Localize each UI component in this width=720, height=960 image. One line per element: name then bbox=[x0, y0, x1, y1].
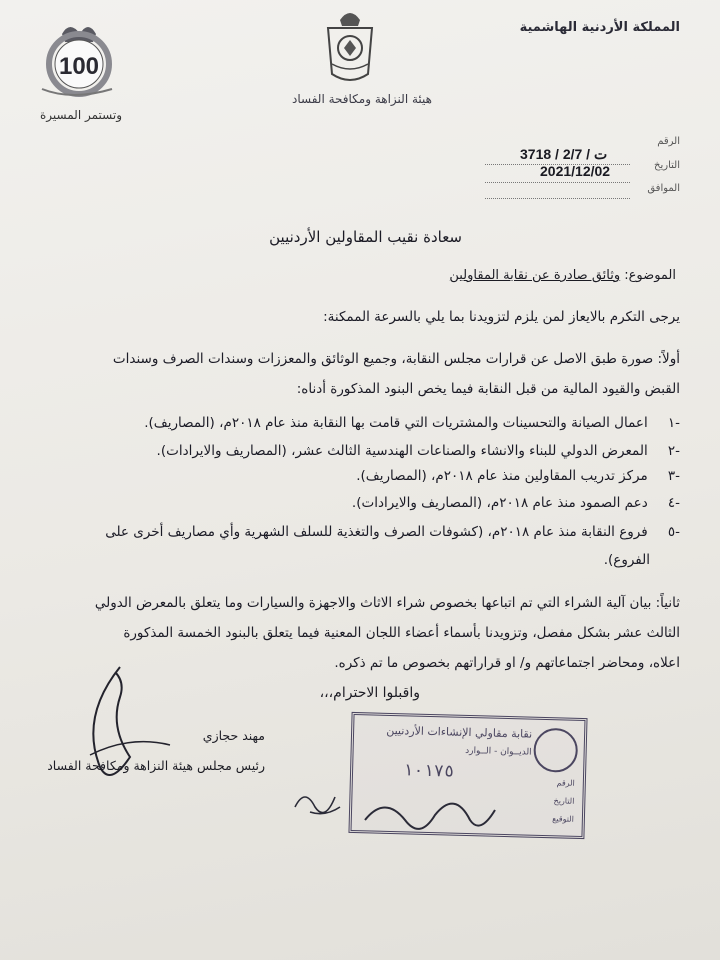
list-item bbox=[40, 468, 680, 484]
intro-paragraph: يرجى التكرم بالايعاز لمن يلزم لتزويدنا بما يلي بالسرعة الممكنة: bbox=[323, 309, 680, 325]
closing-greeting: واقبلوا الاحترام،،، bbox=[319, 685, 420, 701]
list-item-text: فروع النقابة منذ عام ٢٠١٨م، (كشوفات الصرف والتغذية للسلف الشهرية وأي مصاريف أخرى على bbox=[105, 524, 648, 540]
list-item-continuation: الفروع). bbox=[603, 552, 650, 568]
date-value: 2021/12/02 bbox=[540, 163, 611, 179]
second-point-line1: ثانياً: بيان آلية الشراء التي تم اتباعها بخصوص شراء الاثاث والاجهزة والسيارات وما يتعلق بالمعرض الدولي bbox=[94, 595, 680, 611]
list-item bbox=[40, 495, 680, 511]
centennial-caption: وتستمر المسيرة bbox=[40, 108, 122, 122]
stamp-org: نقابة مقاولي الإنشاءات الأردنيين bbox=[386, 723, 533, 741]
stamp-signature-scribble bbox=[360, 790, 500, 840]
signer-name: مهند حجازي bbox=[202, 728, 265, 743]
subject-text: وثائق صادرة عن نقابة المقاولين bbox=[449, 268, 621, 283]
list-item-number: -٤ bbox=[667, 495, 680, 511]
ref-label: الرقم bbox=[657, 136, 680, 147]
signer-title: رئيس مجلس هيئة النزاهة ومكافحة الفساد bbox=[47, 758, 265, 773]
second-point-line3: اعلاه، ومحاضر اجتماعاتهم و/ او قراراتهم بخصوص ما تم ذكره. bbox=[334, 655, 680, 671]
first-point-line2: القبض والقيود المالية من قبل النقابة فيما يخص البنود المذكورة أدناه: bbox=[296, 381, 680, 397]
stamp-date-label: التاريخ bbox=[553, 796, 575, 806]
stamp-handwritten-number: ١٠١٧٥ bbox=[402, 760, 455, 782]
list-item bbox=[40, 443, 680, 459]
addressee: سعادة نقيب المقاولين الأردنيين bbox=[269, 228, 462, 246]
list-item bbox=[40, 524, 680, 540]
commission-name: هيئة النزاهة ومكافحة الفساد bbox=[292, 92, 432, 106]
list-item-number: -٢ bbox=[667, 443, 680, 459]
list-item-text: دعم الصمود منذ عام ٢٠١٨م، (المصاريف والايرادات). bbox=[351, 495, 648, 511]
stamp-seal-icon bbox=[533, 728, 578, 773]
centennial-number: 100 bbox=[58, 53, 100, 80]
coat-of-arms-emblem bbox=[318, 6, 382, 86]
ref-value: 3718 / ت / 2/7 bbox=[520, 146, 608, 162]
correspond-line bbox=[485, 198, 630, 199]
margin-annotation-scribble bbox=[290, 782, 350, 822]
second-point-line2: الثالث عشر بشكل مفصل، وتزويدنا بأسماء أعضاء اللجان المعنية فيما يتعلق بالبنود الخمسة المذكورة bbox=[123, 625, 680, 641]
subject-label: الموضوع: bbox=[624, 268, 676, 283]
list-item-text: اعمال الصيانة والتحسينات والمشتريات التي قامت بها النقابة منذ عام ٢٠١٨م، (المصاريف). bbox=[144, 415, 648, 431]
correspond-label: الموافق bbox=[647, 183, 680, 194]
list-item-number: -١ bbox=[667, 415, 680, 431]
stamp-dept: الديــوان - الــوارد bbox=[465, 745, 532, 758]
subject-line bbox=[449, 268, 676, 283]
list-item-text: المعرض الدولي للبناء والانشاء والصناعات الهندسية الثالث عشر، (المصاريف والايرادات). bbox=[156, 443, 648, 459]
list-item-text: مركز تدريب المقاولين منذ عام ٢٠١٨م، (المصاريف). bbox=[356, 468, 648, 484]
list-item bbox=[40, 415, 680, 431]
list-item-number: -٣ bbox=[667, 468, 680, 484]
stamp-sign-label: التوقيع bbox=[552, 814, 575, 824]
country-name: المملكة الأردنية الهاشمية bbox=[519, 20, 680, 35]
list-item-number: -٥ bbox=[667, 524, 680, 540]
centennial-logo bbox=[22, 4, 132, 124]
stamp-number-label: الرقم bbox=[556, 778, 575, 788]
date-label: التاريخ bbox=[654, 160, 680, 171]
first-point-line1: أولاً: صورة طبق الاصل عن قرارات مجلس النقابة، وجميع الوثائق والمعززات وسندات الصرف وسندات bbox=[112, 351, 680, 367]
date-line bbox=[485, 182, 630, 183]
